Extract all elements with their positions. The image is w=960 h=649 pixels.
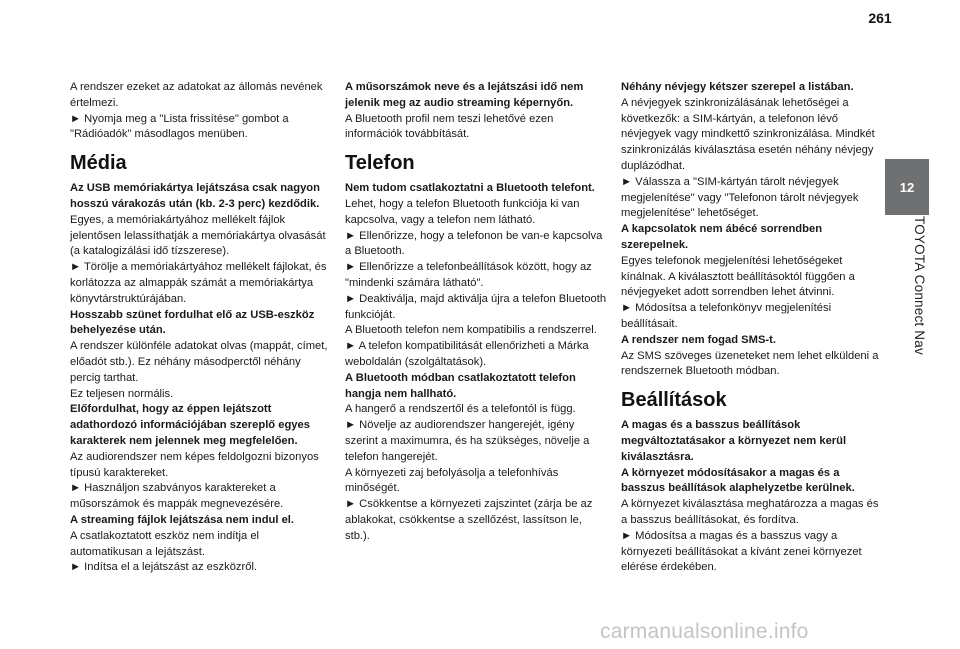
question-heading: Hosszabb szünet fordulhat elő az USB-eszköz behelyezése után. xyxy=(70,308,315,337)
paragraph: Az audiorendszer nem képes feldolgozni bizonyos típusú karaktereket. xyxy=(70,450,319,479)
paragraph: Egyes telefonok megjelenítési lehetőségeket kínálnak. A kiválasztott beállításoktól függően a névjegyeket adott sorrendben lehet átvinni. xyxy=(621,254,855,299)
paragraph: ► A telefon kompatibilitását ellenőrizheti a Márka weboldalán (szolgáltatások). xyxy=(345,340,589,368)
question-heading: Előfordulhat, hogy az éppen lejátszott adathordozó információjában szereplő egyes karakterek nem jelennek meg megfelelően. xyxy=(70,403,310,447)
paragraph: Ez teljesen normális. xyxy=(70,387,174,400)
paragraph: A rendszer ezeket az adatokat az állomás nevének értelmezi. xyxy=(70,81,323,109)
chapter-number: 12 xyxy=(899,179,915,195)
question-heading: A Bluetooth módban csatlakoztatott telefon hangja nem hallható. xyxy=(345,371,576,400)
paragraph: ► Használjon szabványos karaktereket a műsorszámok és mappák megnevezésére. xyxy=(70,482,284,511)
paragraph: A névjegyek szinkronizálásának lehetőségei a következők: a SIM-kártyán, a telefonon lévő névjegyek vagy mindkettő szinkronizálása. Mindkét szinkronizálás kiválasztása esetén néhány névjegy duplázódhat. xyxy=(621,96,875,172)
paragraph: ► Nyomja meg a "Lista frissítése" gombot a "Rádióadók" másodlagos menüben. xyxy=(70,112,289,141)
paragraph: ► Törölje a memóriakártyához mellékelt fájlokat, és korlátozza az almappák számát a memóriakártya könyvtárstruktúrájában. xyxy=(70,261,327,305)
section-heading: Telefon xyxy=(345,152,415,175)
paragraph: ► Ellenőrizze, hogy a telefonon be van-e kapcsolva a Bluetooth. xyxy=(345,229,603,258)
page-number: 261 xyxy=(868,10,892,26)
paragraph: ► Módosítsa a magas és a basszus vagy a környezeti beállításokat a kívánt zenei környezet elérése érdekében. xyxy=(621,529,862,574)
watermark: carmanualsonline.info xyxy=(600,620,809,643)
paragraph: ► Deaktiválja, majd aktiválja újra a telefon Bluetooth funkcióját. xyxy=(345,292,607,321)
question-heading: Az USB memóriakártya lejátszása csak nagyon hosszú várakozás után (kb. 2-3 perc) kezdődik. xyxy=(70,182,320,210)
column-2 xyxy=(345,80,607,545)
paragraph: ► Válassza a "SIM-kártyán tárolt névjegyek megjelenítése" vagy "Telefonon tárolt névjegyek megjelenítése" lehetőséget. xyxy=(621,175,859,220)
question-heading: A műsorszámok neve és a lejátszási idő nem jelenik meg az audio streaming képernyőn. xyxy=(345,81,584,109)
paragraph: A csatlakoztatott eszköz nem indítja el automatikusan a lejátszást. xyxy=(70,529,260,558)
question-heading: A kapcsolatok nem ábécé sorrendben szerepelnek. xyxy=(621,223,823,251)
question-heading: Néhány névjegy kétszer szerepel a listában. xyxy=(621,81,854,93)
question-heading: A környezet módosításakor a magas és a basszus beállítások alaphelyzetbe kerülnek. xyxy=(621,466,855,495)
paragraph: ► Növelje az audiorendszer hangerejét, igény szerint a maximumra, és ha szükséges, növelje a telefon hangerejét. xyxy=(345,419,590,463)
paragraph: A környezet kiválasztása meghatározza a magas és a basszus beállításokat, és fordítva. xyxy=(621,498,879,526)
paragraph: A hangerő a rendszertől és a telefontól is függ. xyxy=(345,403,576,416)
chapter-tab xyxy=(885,159,929,215)
paragraph: A rendszer különféle adatokat olvas (mappát, címet, előadót stb.). Ez néhány másodperctől néhány percig tarthat. xyxy=(70,340,328,384)
paragraph: ► Csökkentse a környezeti zajszintet (zárja be az ablakokat, csökkentse a szellőzést, lassítson le, stb.). xyxy=(345,498,593,542)
column-3 xyxy=(621,80,883,576)
paragraph: Egyes, a memóriakártyához mellékelt fájlok jelentősen lelassíthatják a memóriakártya olvasását (a katalogizálási idő tízszerese). xyxy=(70,213,326,258)
question-heading: A streaming fájlok lejátszása nem indul el. xyxy=(70,513,295,526)
section-heading: Média xyxy=(70,152,127,175)
question-heading: Nem tudom csatlakoztatni a Bluetooth telefont. xyxy=(345,182,595,195)
section-heading: Beállítások xyxy=(621,389,727,412)
paragraph: ► Indítsa el a lejátszást az eszközről. xyxy=(70,561,258,574)
paragraph: A Bluetooth profil nem teszi lehetővé ezen információk továbbítását. xyxy=(345,112,554,141)
paragraph: ► Ellenőrizze a telefonbeállítások között, hogy az "mindenki számára látható". xyxy=(345,261,592,289)
chapter-title: TOYOTA Connect Nav xyxy=(912,216,927,355)
question-heading: A magas és a basszus beállítások megváltoztatásakor a környezet nem kerül kiválasztásra. xyxy=(621,419,847,463)
question-heading: A rendszer nem fogad SMS-t. xyxy=(621,333,776,346)
paragraph: A környezeti zaj befolyásolja a telefonhívás minőségét. xyxy=(345,466,559,495)
paragraph: ► Módosítsa a telefonkönyv megjelenítési beállításait. xyxy=(621,302,832,330)
paragraph: A Bluetooth telefon nem kompatibilis a rendszerrel. xyxy=(345,324,597,337)
paragraph: Az SMS szöveges üzeneteket nem lehet elküldeni a rendszernek Bluetooth módban. xyxy=(621,349,879,378)
paragraph: Lehet, hogy a telefon Bluetooth funkciója ki van kapcsolva, vagy a telefon nem látható. xyxy=(345,197,580,226)
column-1 xyxy=(70,80,332,576)
